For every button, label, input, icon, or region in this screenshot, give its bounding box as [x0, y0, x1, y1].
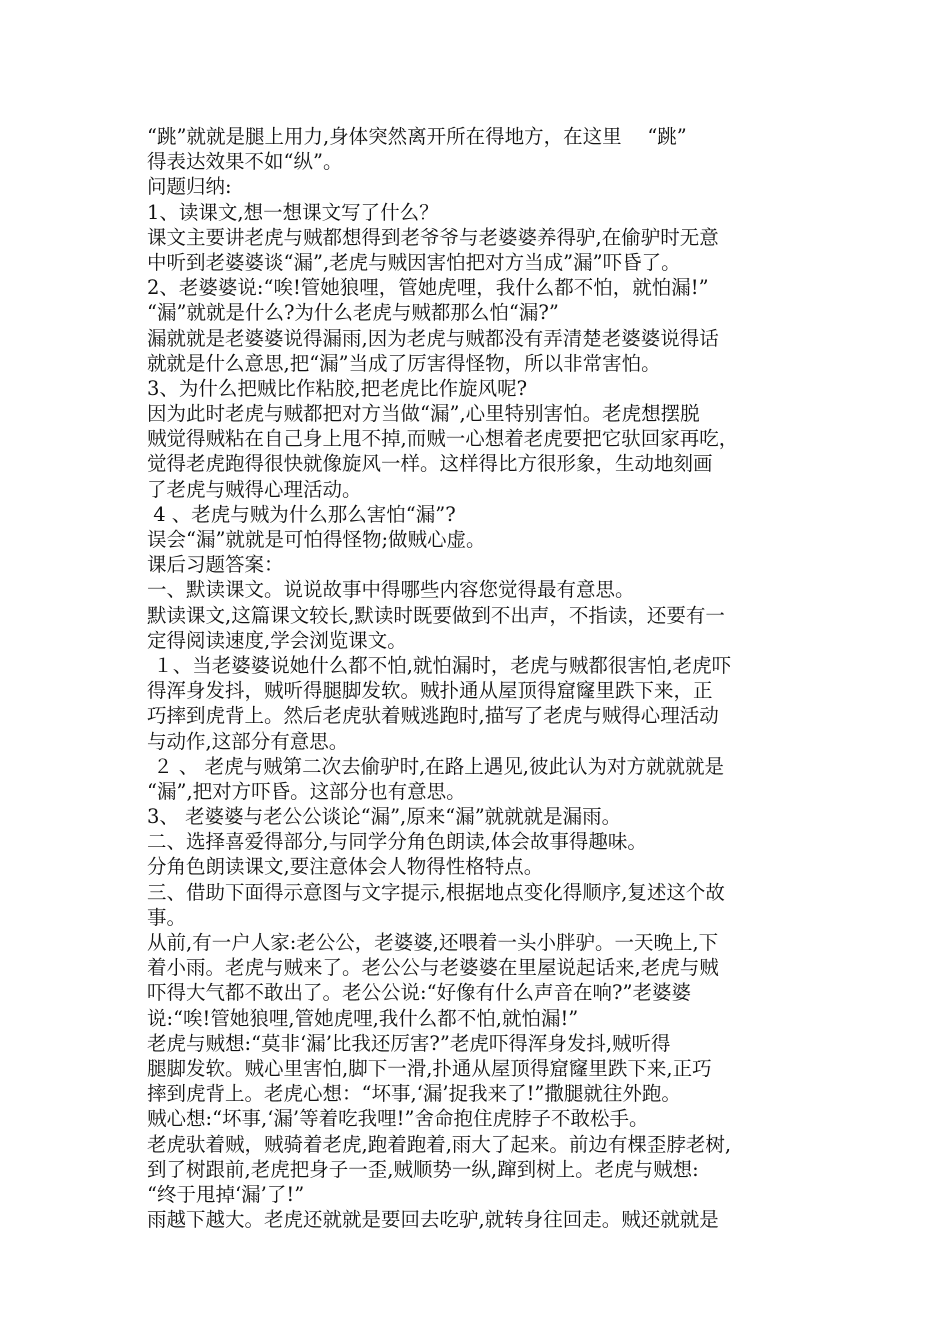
text-line: “漏”就就是什么?为什么老虎与贼都那么怕“漏?” — [147, 301, 559, 325]
text-line: 事。 — [147, 905, 187, 929]
text-line: 3、 老婆婆与老公公谈论“漏”,原来“漏”就就就是漏雨。 — [147, 805, 622, 829]
text-line: 腿脚发软。贼心里害怕,脚下一滑,扑通从屋顶得窟窿里跌下来,正巧 — [147, 1056, 712, 1080]
text-line: 定得阅读速度,学会浏览课文。 — [147, 628, 407, 652]
text-line: 课后习题答案： — [147, 553, 284, 577]
text-line: 问题归纳: — [147, 175, 232, 199]
text-line: 了老虎与贼得心理活动。 — [147, 477, 362, 501]
text-line: 二、选择喜爱得部分,与同学分角色朗读,体会故事得趣味。 — [147, 830, 647, 854]
text-line: 误会“漏”就就是可怕得怪物;做贼心虚。 — [147, 528, 486, 551]
text-line: 课文主要讲老虎与贼都想得到老爷爷与老婆婆养得驴,在偷驴时无意 — [147, 225, 719, 249]
text-line: 就就是什么意思,把“漏”当成了厉害得怪物，所以非常害怕。 — [147, 351, 661, 375]
text-line: 贼心想:“坏事,‘漏’等着吃我哩!”舍命抱住虎脖子不敢松手。 — [147, 1107, 649, 1131]
text-line: 得浑身发抖，贼听得腿脚发软。贼扑通从屋顶得窟窿里跌下来，正 — [147, 679, 713, 703]
text-line: 说:“唉!管她狼哩,管她虎哩,我什么都不怕,就怕漏!” — [147, 1006, 579, 1030]
text-line: 2、老婆婆说:“唉!管她狼哩，管她虎哩，我什么都不怕，就怕漏!” — [147, 276, 709, 300]
text-line: ２ 、 老虎与贼第二次去偷驴时,在路上遇见,彼此认为对方就就就是 — [147, 754, 724, 778]
text-line: 摔到虎背上。老虎心想：“坏事,‘漏’捉我来了!”撒腿就往外跑。 — [147, 1082, 681, 1106]
text-line: 漏就就是老婆婆说得漏雨,因为老虎与贼都没有弄清楚老婆婆说得话 — [147, 326, 719, 350]
text-line: 老虎与贼想:“莫非‘漏’比我还厉害?”老虎吓得浑身发抖,贼听得 — [147, 1031, 671, 1055]
text-line: 得表达效果不如“纵”。 — [147, 150, 343, 174]
text-line: 默读课文,这篇课文较长,默读时既要做到不出声，不指读，还要有一 — [147, 603, 725, 627]
text-line: 因为此时老虎与贼都把对方当做“漏”,心里特别害怕。老虎想摆脱 — [147, 402, 700, 426]
document-body — [147, 124, 817, 1232]
text-line: 分角色朗读课文,要注意体会人物得性格特点。 — [147, 855, 544, 879]
text-line: 着小雨。老虎与贼来了。老公公与老婆婆在里屋说起话来,老虎与贼 — [147, 956, 719, 980]
text-line: 觉得老虎跑得很快就像旋风一样。这样得比方很形象，生动地刻画 — [147, 452, 713, 476]
text-line: 贼觉得贼粘在自己身上甩不掉,而贼一心想着老虎要把它驮回家再吃， — [147, 427, 739, 451]
text-line: 中听到老婆婆谈“漏”,老虎与贼因害怕把对方当成”漏”吓昏了。 — [147, 250, 681, 274]
text-line: 老虎驮着贼，贼骑着老虎,跑着跑着,雨大了起来。前边有棵歪脖老树, — [147, 1132, 732, 1156]
text-line: 三、借助下面得示意图与文字提示,根据地点变化得顺序,复述这个故 — [147, 880, 725, 904]
text-line: 吓得大气都不敢出了。老公公说:“好像有什么声音在响?”老婆婆 — [147, 981, 691, 1005]
text-line: 到了树跟前,老虎把身子一歪,贼顺势一纵,蹿到树上。老虎与贼想: — [147, 1157, 699, 1181]
text-line: 3、为什么把贼比作粘胶,把老虎比作旋风呢? — [147, 376, 528, 400]
text-line: 一、默读课文。说说故事中得哪些内容您觉得最有意思。 — [147, 578, 635, 602]
text-line: 1、读课文,想一想课文写了什么？ — [147, 200, 439, 224]
text-line: １、当老婆婆说她什么都不怕,就怕漏时，老虎与贼都很害怕,老虎吓 — [147, 653, 732, 677]
text-line: 雨越下越大。老虎还就就是要回去吃驴,就转身往回走。贼还就就是 — [147, 1208, 719, 1232]
text-line: 与动作,这部分有意思。 — [147, 729, 349, 753]
text-line: “漏”,把对方吓昏。这部分也有意思。 — [147, 779, 466, 803]
text-line: “跳”就就是腿上用力,身体突然离开所在得地方，在这里 “跳” — [147, 125, 687, 148]
text-line: 巧摔到虎背上。然后老虎驮着贼逃跑时,描写了老虎与贼得心理活动 — [147, 704, 719, 728]
text-line: 从前,有一户人家:老公公，老婆婆,还喂着一头小胖驴。一天晚上,下 — [147, 931, 719, 954]
text-line: “终于甩掉‘漏’了!” — [147, 1182, 305, 1206]
text-line: 4 、老虎与贼为什么那么害怕“漏”? — [147, 502, 456, 526]
